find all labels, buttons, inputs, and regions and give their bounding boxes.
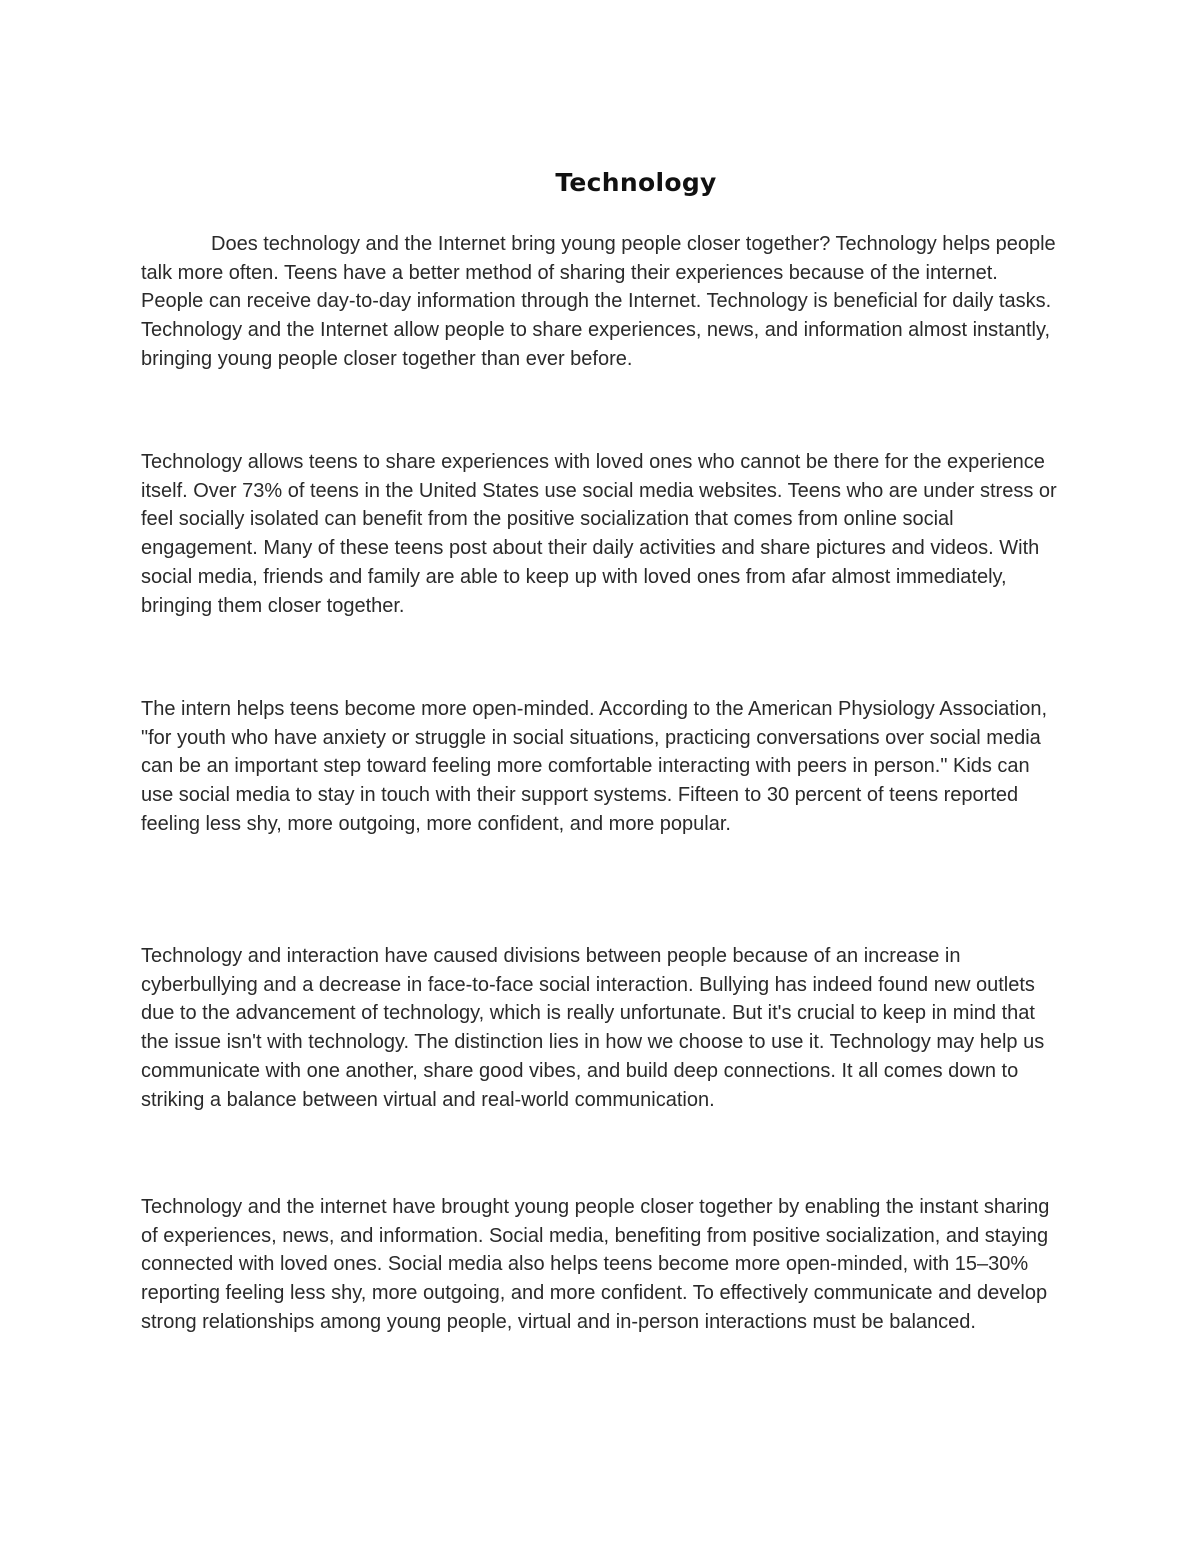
- document-title: Technology: [555, 168, 717, 197]
- paragraph-divisions: Technology and interaction have caused divisions between people because of an increase in cyberbullying and a decrease in face-to-face social interaction. Bullying has indeed found new outlets due to the advancement of technology, which is really unfortunate. But it's crucial to keep in mind that the issue isn't with technology. The distinction lies in how we choose to use it. Technology may help us communicate with one another, share good vibes, and build deep connections. It all comes down to striking a balance between virtual and real-world communication.: [141, 945, 1045, 1111]
- paragraph-sharing-experiences: Technology allows teens to share experiences with loved ones who cannot be there for the experience itself. Over 73% of teens in the United States use social media websites. Teens who are under stress or feel socially isolated can benefit from the positive socialization that comes from online social engagement. Many of these teens post about their daily activities and share pictures and videos. With social media, friends and family are able to keep up with loved ones from afar almost immediately, bringing them closer together.: [141, 451, 1057, 617]
- paragraph-introduction: Does technology and the Internet bring young people closer together? Technology helps people talk more often. Teens have a better method of sharing their experiences because of the internet. People can receive day-to-day information through the Internet. Technology is beneficial for daily tasks. Technology and the Internet allow people to share experiences, news, and information almost instantly, bringing young people closer together than ever before.: [141, 233, 1056, 370]
- paragraph-conclusion: Technology and the internet have brought young people closer together by enabling the instant sharing of experiences, news, and information. Social media, benefiting from positive socialization, and staying connected with loved ones. Social media also helps teens become more open-minded, with 15–30% reporting feeling less shy, more outgoing, and more confident. To effectively communicate and develop strong relationships among young people, virtual and in-person interactions must be balanced.: [141, 1196, 1050, 1333]
- paragraph-open-minded: The intern helps teens become more open-minded. According to the American Physiology Association, "for youth who have anxiety or struggle in social situations, practicing conversations over social media can be an important step toward feeling more comfortable interacting with peers in person." Kids can use social media to stay in touch with their support systems. Fifteen to 30 percent of teens reported feeling less shy, more outgoing, more confident, and more popular.: [141, 698, 1048, 835]
